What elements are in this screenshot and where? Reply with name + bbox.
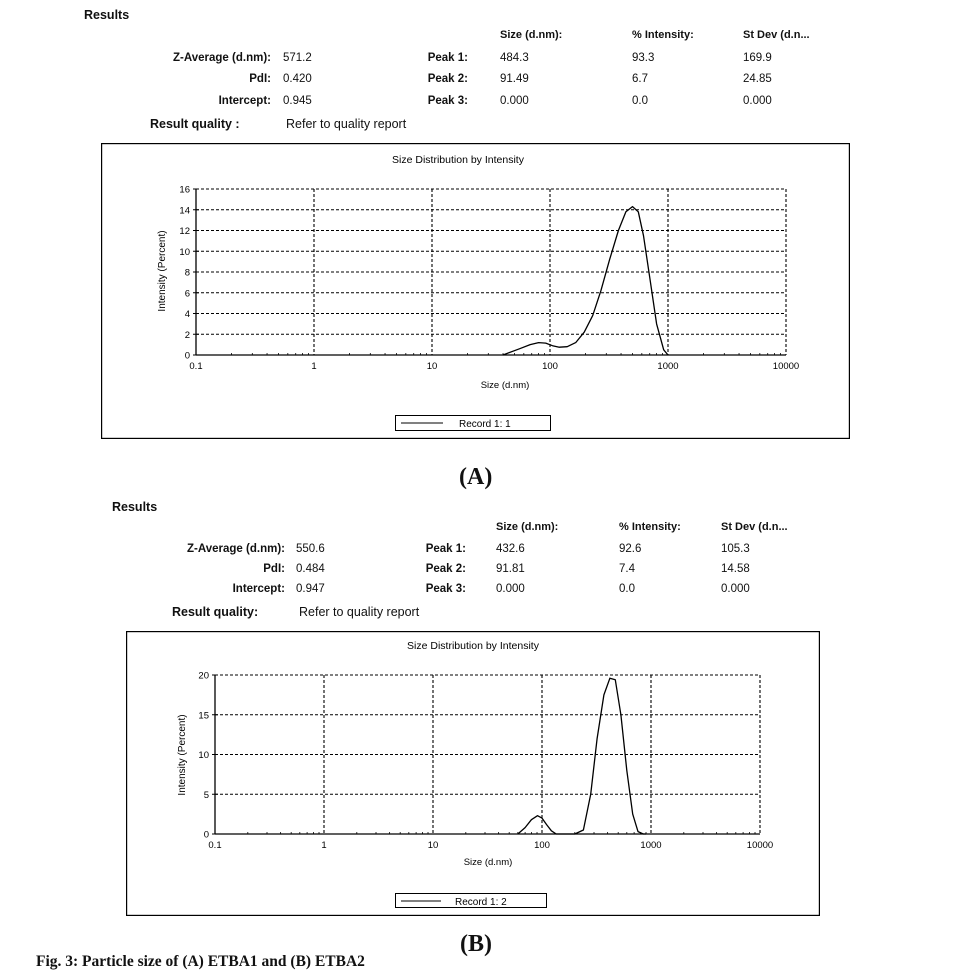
peak-2-label-b: Peak 2: bbox=[425, 563, 466, 575]
col-size-a: Size (d.nm): bbox=[500, 29, 563, 41]
chart-frame-b bbox=[127, 632, 820, 916]
z-average-value-a: 571.2 bbox=[283, 52, 312, 64]
chart-title-a: Size Distribution by Intensity bbox=[392, 154, 524, 166]
x-tick-label: 1 bbox=[311, 361, 317, 372]
intercept-value-a: 0.945 bbox=[283, 95, 312, 107]
x-axis-label-a: Size (d.nm) bbox=[480, 380, 530, 391]
x-tick-label: 1000 bbox=[640, 840, 662, 851]
pdi-value-b: 0.484 bbox=[296, 563, 325, 575]
x-tick-label: 10 bbox=[426, 361, 438, 372]
peak-1-label-a: Peak 1: bbox=[427, 52, 468, 64]
legend-label-a: Record 1: 1 bbox=[459, 419, 511, 430]
col-stdev-a: St Dev (d.n... bbox=[743, 29, 810, 41]
y-tick-label: 4 bbox=[184, 309, 190, 320]
x-tick-label: 1000 bbox=[657, 361, 679, 372]
result-quality-value-b: Refer to quality report bbox=[299, 605, 420, 619]
intercept-label-a: Intercept: bbox=[218, 95, 271, 107]
col-intensity-b: % Intensity: bbox=[619, 521, 681, 533]
legend-b bbox=[396, 894, 547, 909]
y-tick-label: 10 bbox=[179, 246, 190, 258]
figure-caption: Fig. 3: Particle size of (A) ETBA1 and (B) ETBA2 bbox=[36, 953, 365, 970]
z-average-label-a: Z-Average (d.nm): bbox=[173, 52, 271, 64]
y-tick-label: 8 bbox=[184, 267, 190, 279]
chart-title-b: Size Distribution by Intensity bbox=[407, 640, 539, 652]
x-tick-label: 100 bbox=[542, 361, 558, 372]
x-tick-label: 1 bbox=[321, 840, 327, 851]
legend-a bbox=[396, 416, 551, 431]
x-tick-label: 100 bbox=[534, 840, 550, 851]
peak-2-stdev-b: 14.58 bbox=[721, 563, 750, 575]
peak-2-size-b: 91.81 bbox=[496, 563, 525, 575]
x-tick-label: 10000 bbox=[772, 361, 800, 372]
result-quality-label-a: Result quality : bbox=[150, 117, 240, 131]
peak-1-intensity-b: 92.6 bbox=[619, 543, 642, 555]
intercept-value-b: 0.947 bbox=[296, 583, 325, 595]
results-title-a: Results bbox=[84, 8, 130, 22]
y-tick-label: 0 bbox=[203, 829, 209, 841]
peak-3-stdev-a: 0.000 bbox=[743, 95, 772, 107]
y-tick-label: 20 bbox=[198, 670, 209, 682]
col-stdev-b: St Dev (d.n... bbox=[721, 521, 788, 533]
peak-3-label-b: Peak 3: bbox=[425, 583, 466, 595]
chart-frame-a bbox=[102, 144, 850, 439]
peak-2-label-a: Peak 2: bbox=[427, 73, 468, 85]
y-tick-label: 0 bbox=[184, 350, 190, 362]
peak-1-size-b: 432.6 bbox=[496, 543, 525, 555]
y-tick-label: 5 bbox=[203, 789, 209, 801]
z-average-value-b: 550.6 bbox=[296, 543, 325, 555]
y-axis-label-b: Intensity (Percent) bbox=[177, 714, 188, 796]
pdi-value-a: 0.420 bbox=[283, 73, 312, 85]
peak-1-stdev-b: 105.3 bbox=[721, 543, 750, 555]
peak-1-intensity-a: 93.3 bbox=[632, 52, 655, 64]
panel-label-a: (A) bbox=[459, 464, 493, 490]
x-axis-label-b: Size (d.nm) bbox=[463, 857, 513, 868]
pdi-label-b: PdI: bbox=[263, 563, 285, 575]
peak-3-stdev-b: 0.000 bbox=[721, 583, 750, 595]
peak-3-size-b: 0.000 bbox=[496, 583, 525, 595]
peak-2-stdev-a: 24.85 bbox=[743, 73, 772, 85]
intercept-label-b: Intercept: bbox=[232, 583, 285, 595]
result-quality-value-a: Refer to quality report bbox=[286, 117, 407, 131]
peak-2-size-a: 91.49 bbox=[500, 73, 529, 85]
z-average-label-b: Z-Average (d.nm): bbox=[187, 543, 285, 555]
legend-label-b: Record 1: 2 bbox=[455, 897, 507, 908]
size-distribution-chart-a bbox=[101, 143, 850, 439]
y-tick-label: 10 bbox=[198, 750, 209, 761]
peak-1-label-b: Peak 1: bbox=[425, 543, 466, 555]
results-title-b: Results bbox=[112, 500, 158, 514]
peak-1-size-a: 484.3 bbox=[500, 52, 529, 64]
y-tick-label: 15 bbox=[198, 710, 209, 722]
peak-3-intensity-a: 0.0 bbox=[632, 95, 648, 107]
size-distribution-chart-b bbox=[126, 631, 820, 916]
peak-3-intensity-b: 0.0 bbox=[619, 583, 635, 595]
col-intensity-a: % Intensity: bbox=[632, 29, 694, 41]
x-tick-label: 10000 bbox=[746, 840, 774, 851]
x-tick-label: 0.1 bbox=[189, 361, 203, 372]
peak-3-size-a: 0.000 bbox=[500, 95, 529, 107]
y-axis-label-a: Intensity (Percent) bbox=[157, 230, 168, 312]
peak-2-intensity-b: 7.4 bbox=[619, 563, 635, 575]
x-tick-label: 0.1 bbox=[208, 840, 222, 851]
y-tick-label: 12 bbox=[179, 226, 190, 237]
peak-1-stdev-a: 169.9 bbox=[743, 52, 772, 64]
panel-label-b: (B) bbox=[460, 931, 492, 957]
pdi-label-a: PdI: bbox=[249, 73, 271, 85]
y-tick-label: 16 bbox=[179, 184, 190, 196]
y-tick-label: 2 bbox=[184, 329, 190, 341]
col-size-b: Size (d.nm): bbox=[496, 521, 559, 533]
result-quality-label-b: Result quality: bbox=[172, 605, 259, 619]
peak-2-intensity-a: 6.7 bbox=[632, 73, 648, 85]
y-tick-label: 6 bbox=[184, 288, 190, 300]
peak-3-label-a: Peak 3: bbox=[427, 95, 468, 107]
y-tick-label: 14 bbox=[179, 205, 190, 217]
x-tick-label: 10 bbox=[427, 840, 439, 851]
